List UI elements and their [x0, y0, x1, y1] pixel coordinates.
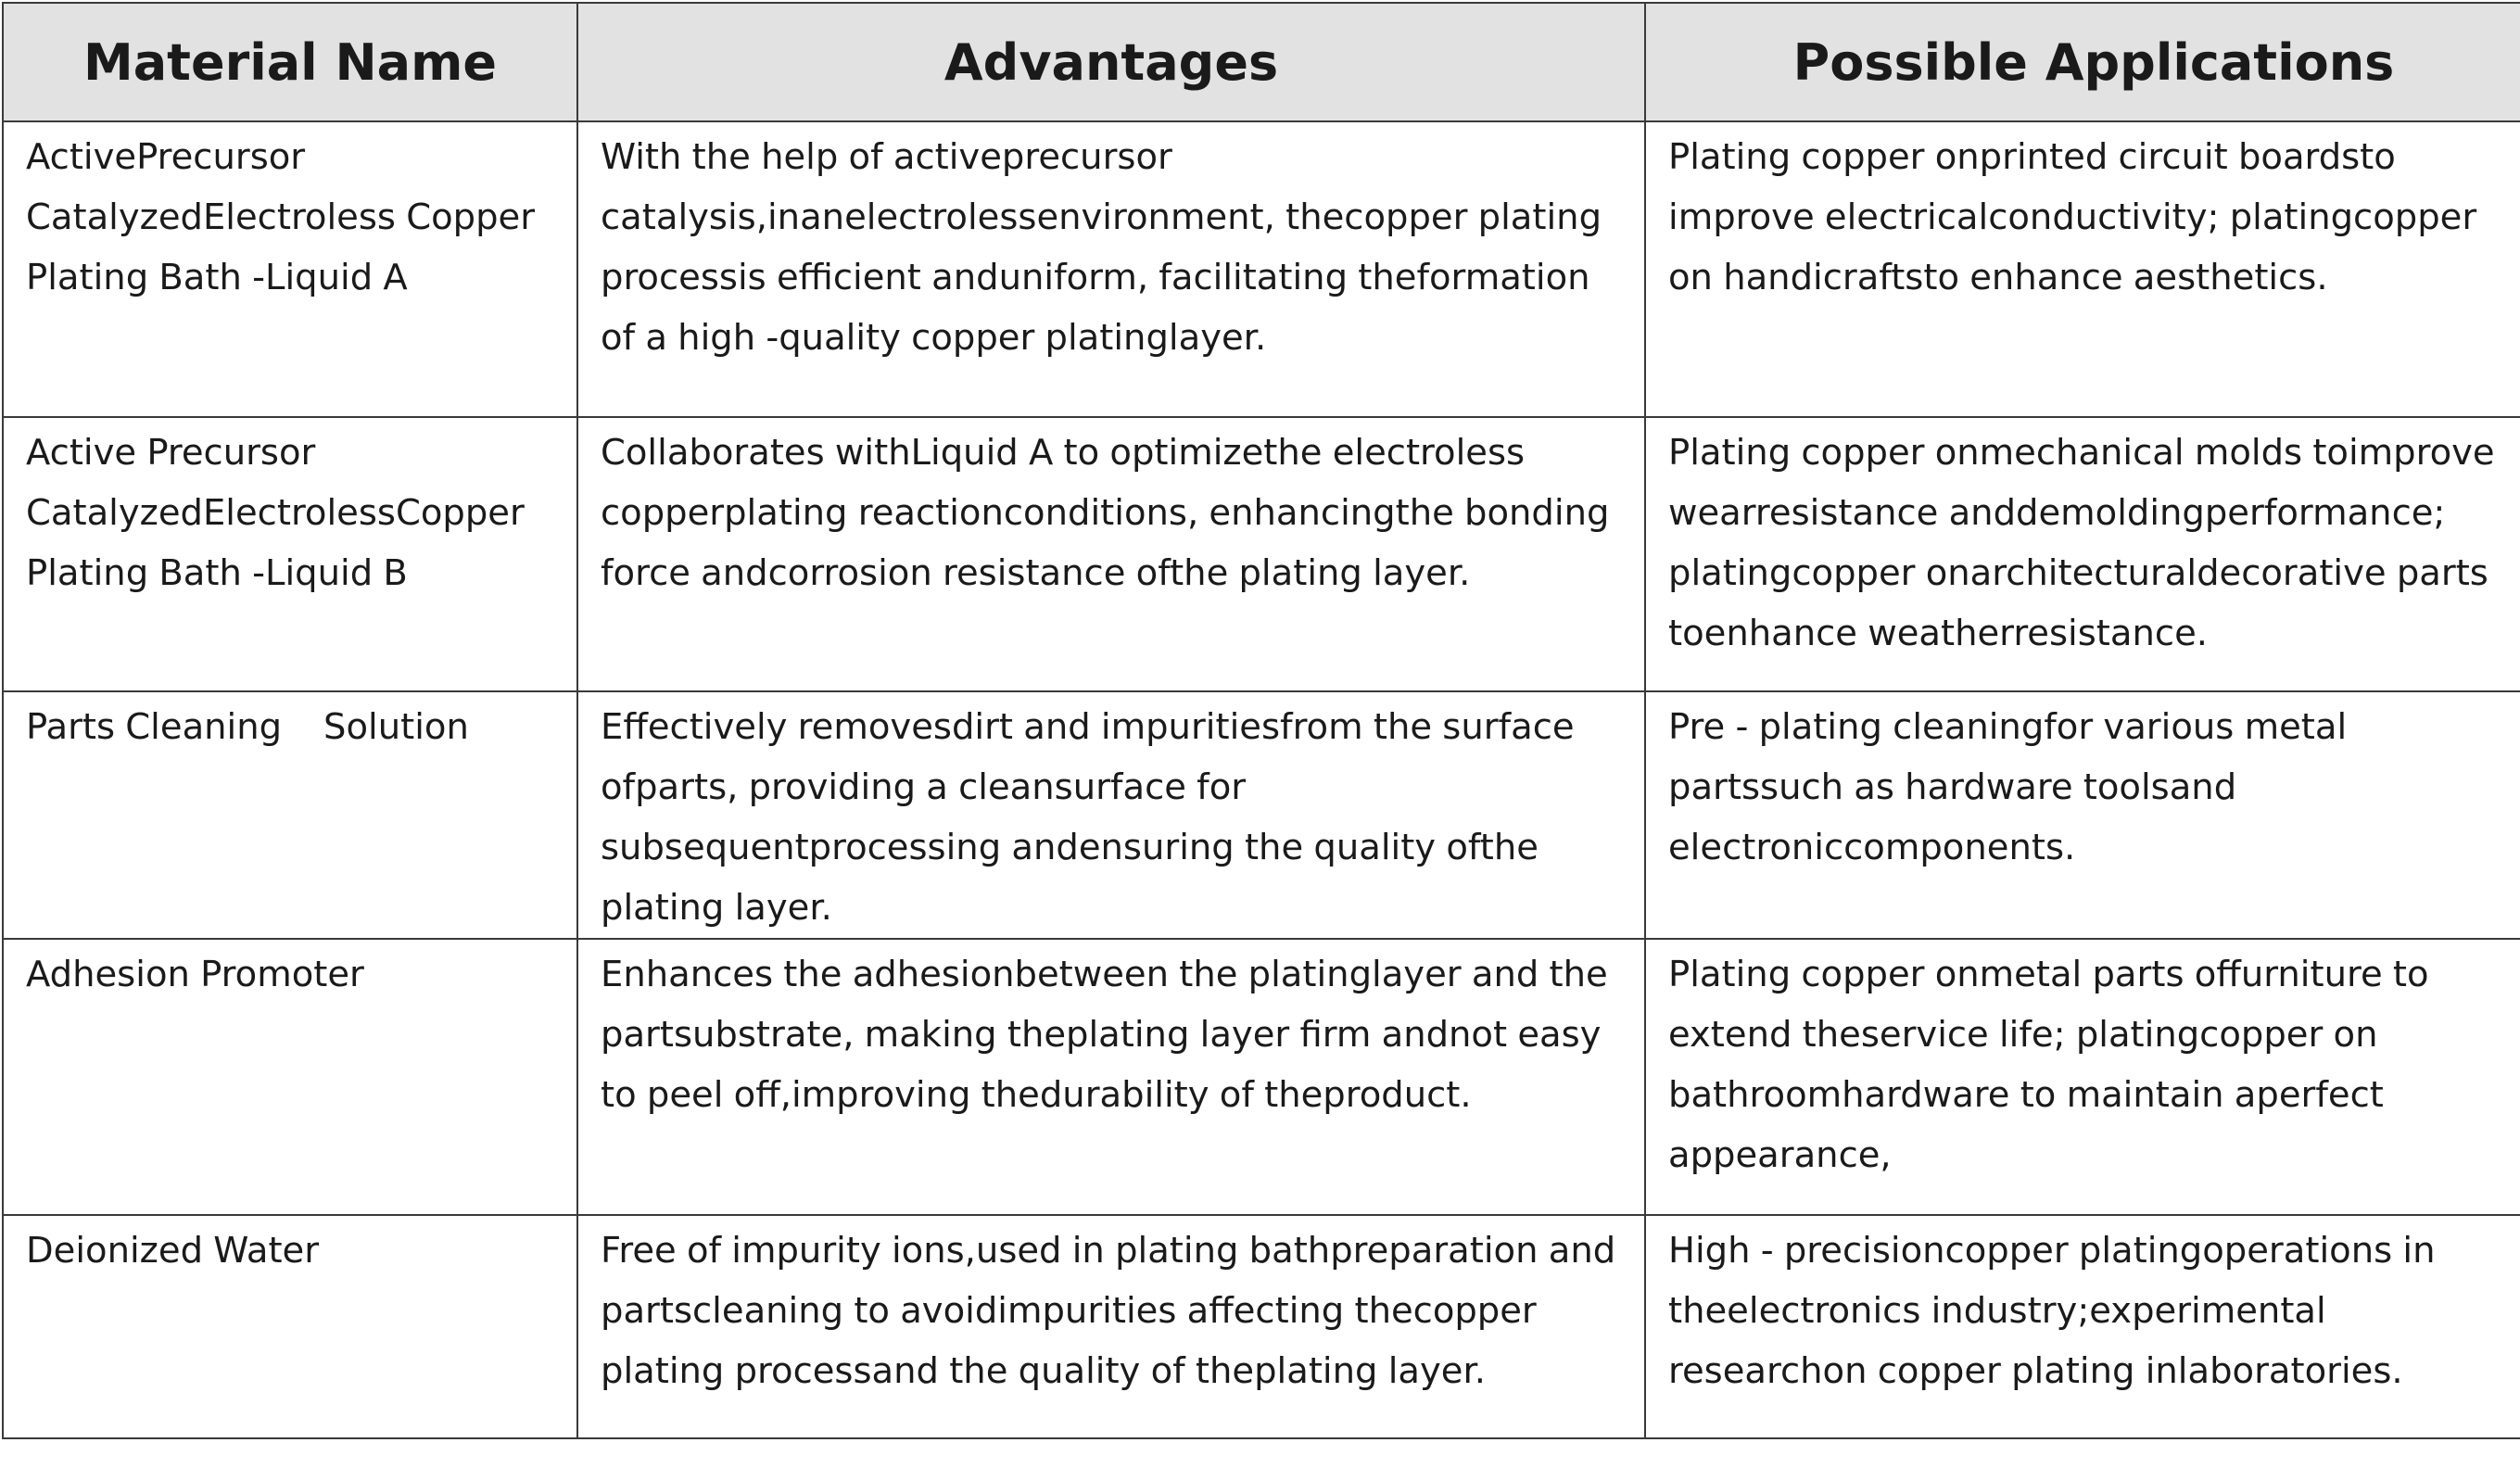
applications-cell: Plating copper onmechanical molds toimprove wearresistance anddemoldingperformance; platingcopper onarchitecturaldecorative parts toenhance weatherresistance.	[1645, 417, 2520, 691]
advantages-cell: With the help of activeprecursor catalysis,inanelectrolessenvironment, thecopper plating processis efficient anduniform, facilitating theformation of a high -quality copper platinglayer.	[577, 121, 1645, 417]
material-name-cell: Active Precursor CatalyzedElectrolessCopper Plating Bath -Liquid B	[3, 417, 577, 691]
material-name-cell: Deionized Water	[3, 1215, 577, 1438]
applications-cell: Plating copper onmetal parts offurniture to extend theservice life; platingcopper on bathroomhardware to maintain aperfect appearance,	[1645, 939, 2520, 1215]
advantages-cell: Effectively removesdirt and impuritiesfrom the surface ofparts, providing a cleansurface for subsequentprocessing andensuring the quality ofthe plating layer.	[577, 691, 1645, 939]
advantages-cell: Enhances the adhesionbetween the platinglayer and the partsubstrate, making theplating layer firm andnot easy to peel off,improving thedurability of theproduct.	[577, 939, 1645, 1215]
table-row	[3, 417, 2520, 691]
table-row	[3, 1215, 2520, 1438]
header-material-name: Material Name	[3, 3, 577, 121]
table-row	[3, 691, 2520, 939]
header-possible-applications: Possible Applications	[1645, 3, 2520, 121]
applications-cell: High - precisioncopper platingoperations in theelectronics industry;experimental researchon copper plating inlaboratories.	[1645, 1215, 2520, 1438]
applications-cell: Plating copper onprinted circuit boardsto improve electricalconductivity; platingcopper on handicraftsto enhance aesthetics.	[1645, 121, 2520, 417]
material-name-cell: Adhesion Promoter	[3, 939, 577, 1215]
applications-cell: Pre - plating cleaningfor various metal partssuch as hardware toolsand electroniccomponents.	[1645, 691, 2520, 939]
table-row	[3, 121, 2520, 417]
material-name-cell: Parts Cleaning Solution	[3, 691, 577, 939]
advantages-cell: Collaborates withLiquid A to optimizethe electroless copperplating reactionconditions, enhancingthe bonding force andcorrosion resistance ofthe plating layer.	[577, 417, 1645, 691]
table-row	[3, 939, 2520, 1215]
header-row	[3, 3, 2520, 121]
materials-table	[2, 2, 2520, 1439]
material-name-cell: ActivePrecursor CatalyzedElectroless Copper Plating Bath -Liquid A	[3, 121, 577, 417]
advantages-cell: Free of impurity ions,used in plating bathpreparation and partscleaning to avoidimpurities affecting thecopper plating processand the quality of theplating layer.	[577, 1215, 1645, 1438]
header-advantages: Advantages	[577, 3, 1645, 121]
